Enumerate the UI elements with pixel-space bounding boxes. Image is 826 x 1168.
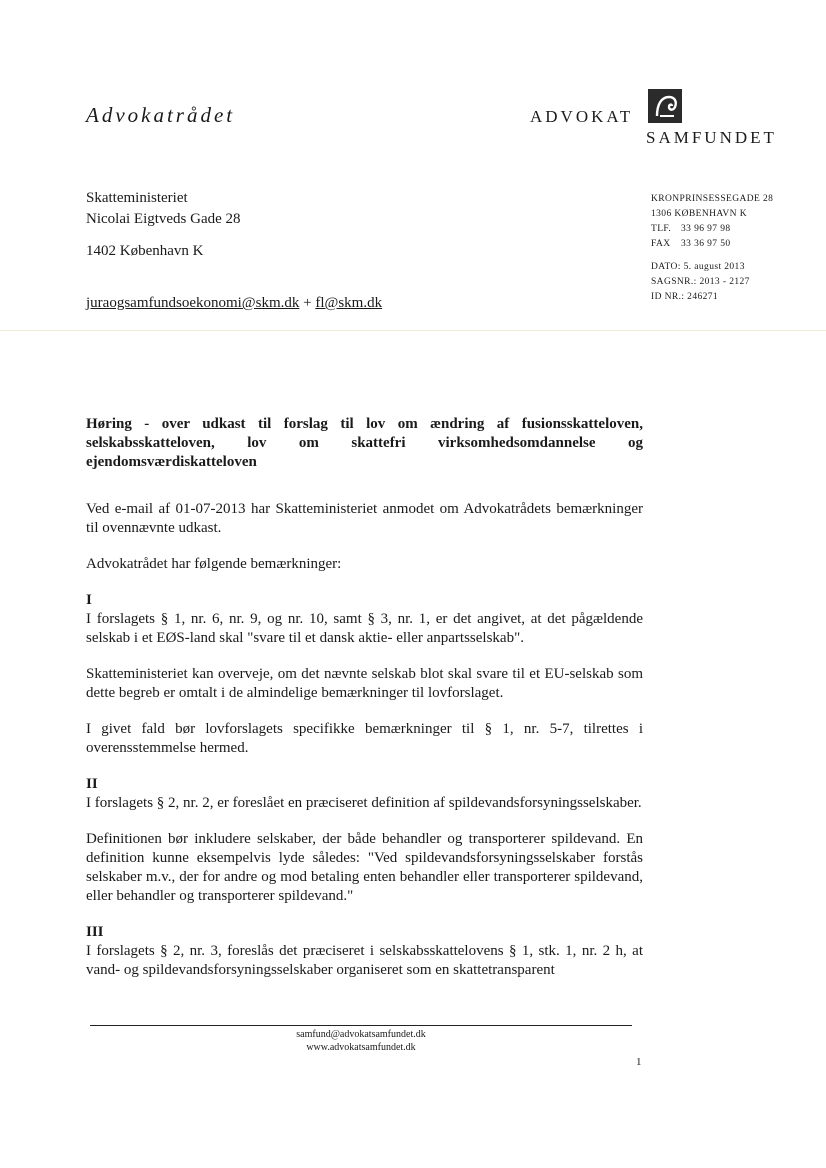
recipient-emails xyxy=(86,295,382,312)
recipient-name: Skatteministeriet xyxy=(86,190,188,206)
page-number: 1 xyxy=(636,1056,642,1068)
section-heading-1: I xyxy=(86,592,92,608)
recipient-city: 1402 København K xyxy=(86,243,204,259)
body-paragraph: Definitionen bør inkludere selskaber, der både behandler og transporterer spildevand. En definition kunne eksempelvis lyde således: "Ved spildevandsforsyningsselskaber forstås selskaber m.v., der for andre og mod betaling enten behandler eller transporterer spildevand, eller behandler og transporterer spildevand." xyxy=(86,831,643,904)
sender-meta-block xyxy=(651,192,773,305)
email-separator: + xyxy=(299,295,316,311)
fax-label: FAX xyxy=(651,239,671,249)
sender-phone xyxy=(651,222,773,237)
sender-fax xyxy=(651,237,773,252)
letter-body xyxy=(86,500,643,997)
header-divider xyxy=(0,330,826,331)
recipient-address xyxy=(86,188,241,262)
logo-text-samfundet: SAMFUNDET xyxy=(646,128,777,147)
body-paragraph: I forslagets § 1, nr. 6, nr. 9, og nr. 10, samt § 3, nr. 1, er det angivet, at det pågældende selskab i et EØS-land skal "svare til et dansk aktie- eller anpartsselskab". xyxy=(86,611,643,646)
body-paragraph: Skatteministeriet kan overveje, om det nævnte selskab blot skal svare til et EU-selskab som dette begreb er omtalt i de almindelige bemærkninger til lovforslaget. xyxy=(86,666,643,701)
footer xyxy=(90,1028,632,1054)
phone-value: 33 96 97 98 xyxy=(681,224,731,234)
email-link-2[interactable]: fl@skm.dk xyxy=(315,295,383,311)
email-link-1[interactable]: juraogsamfundsoekonomi@skm.dk xyxy=(86,295,300,311)
footer-divider xyxy=(90,1025,632,1026)
case-number: SAGSNR.: 2013 - 2127 xyxy=(651,277,750,287)
logo-text-advokat: ADVOKAT xyxy=(530,107,634,126)
letter-subject: Høring - over udkast til forslag til lov om ændring af fusionsskatteloven, selskabsskatteloven, lov om skattefri virksomhedsomdannelse og ejendomsværdiskatteloven xyxy=(86,416,643,470)
sender-address: KRONPRINSESSEGADE 28 xyxy=(651,194,774,204)
sender-name: Advokatrådet xyxy=(86,103,236,127)
letter-date: DATO: 5. august 2013 xyxy=(651,262,745,272)
body-paragraph: I givet fald bør lovforslagets specifikke bemærkninger til § 1, nr. 5-7, tilrettes i overensstemmelse hermed. xyxy=(86,721,643,756)
sender-postal: 1306 KØBENHAVN K xyxy=(651,209,747,219)
body-paragraph: Advokatrådet har følgende bemærkninger: xyxy=(86,556,342,572)
body-paragraph: I forslagets § 2, nr. 2, er foreslået en præciseret definition af spildevandsforsyningsselskaber. xyxy=(86,795,642,811)
phone-label: TLF. xyxy=(651,224,672,234)
id-number: ID NR.: 246271 xyxy=(651,292,719,302)
footer-email[interactable]: samfund@advokatsamfundet.dk xyxy=(296,1029,426,1040)
body-paragraph: I forslagets § 2, nr. 3, foreslås det præciseret i selskabsskattelovens § 1, stk. 1, nr. 2 h, at vand- og spildevandsforsyningsselskaber organiseret som en skattetransparent xyxy=(86,943,643,978)
recipient-street: Nicolai Eigtveds Gade 28 xyxy=(86,211,241,227)
fax-value: 33 36 97 50 xyxy=(681,239,731,249)
section-heading-2: II xyxy=(86,776,98,792)
section-heading-3: III xyxy=(86,924,104,940)
advokatsamfundet-logo-emblem xyxy=(648,89,682,123)
footer-website[interactable]: www.advokatsamfundet.dk xyxy=(306,1042,416,1053)
body-paragraph: Ved e-mail af 01-07-2013 har Skatteministeriet anmodet om Advokatrådets bemærkninger til ovennævnte udkast. xyxy=(86,501,643,536)
